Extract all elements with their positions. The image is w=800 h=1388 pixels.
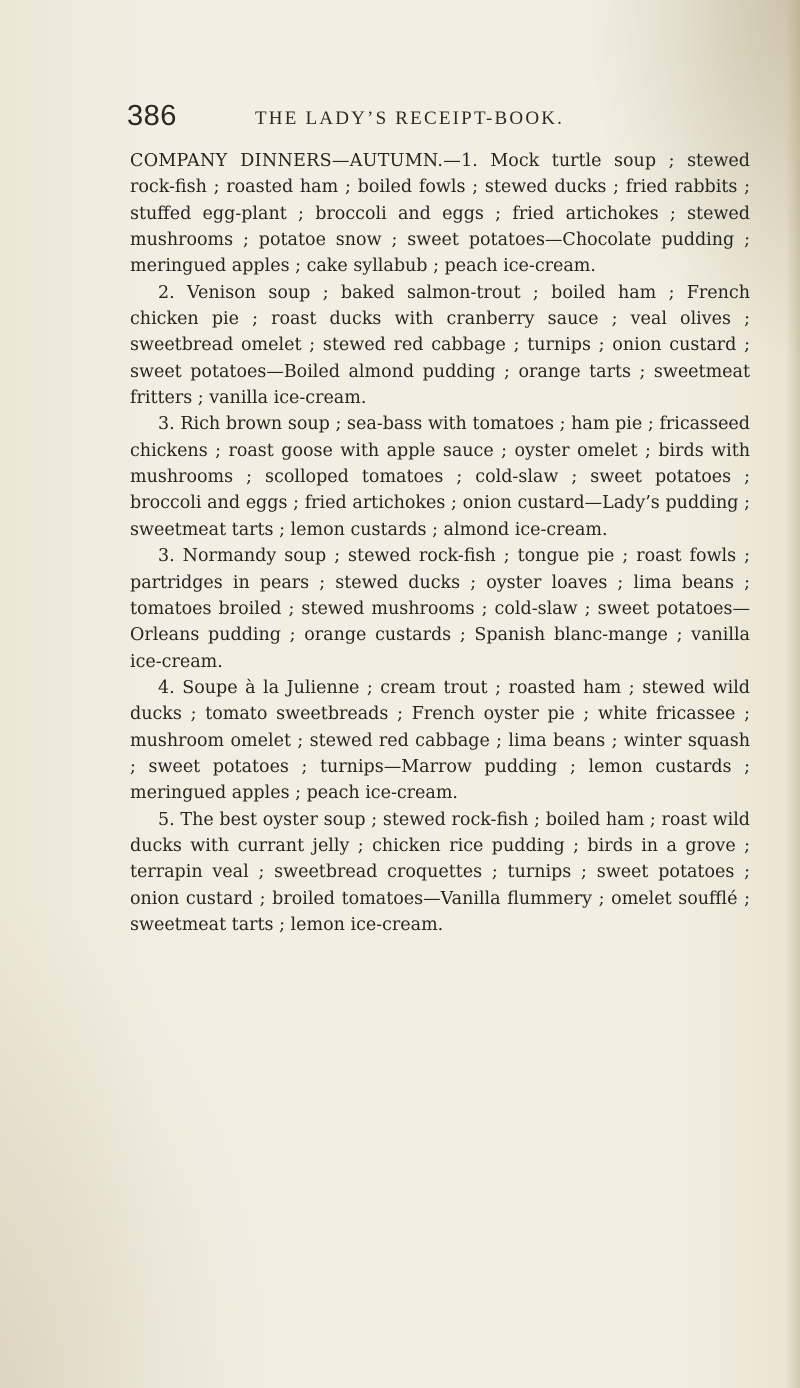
menu-paragraph-4: 3. Normandy soup ; stewed rock-fish ; tongue pie ; roast fowls ; partridges in pears ; stewed ducks ; oyster loaves ; lima beans ; tomatoes broiled ; stewed mushrooms ; cold-slaw ; sweet potatoes—Orleans pudding ; orange custards ; Spanish blanc-mange ; vanilla ice-cream. <box>130 546 750 672</box>
running-title: THE LADY’S RECEIPT-BOOK. <box>255 108 565 129</box>
menu-text <box>130 148 750 938</box>
menu-text-1: 1. Mock turtle soup ; stewed rock-fish ; roasted ham ; boiled fowls ; stewed ducks ; fried rabbits ; stuffed egg-plant ; broccoli and eggs ; fried artichokes ; stewed mushrooms ; potatoe snow ; sweet potatoes—Chocolate pudding ; meringued apples ; cake syllabub ; peach ice-cream. <box>130 151 750 277</box>
page-number: 386 <box>127 100 177 132</box>
menu-paragraph-6: 5. The best oyster soup ; stewed rock-fish ; boiled ham ; roast wild ducks with currant jelly ; chicken rice pudding ; birds in a grove ; terrapin veal ; sweetbread croquettes ; turnips ; sweet potatoes ; onion custard ; broiled tomatoes—Vanilla flummery ; omelet soufflé ; sweetmeat tarts ; lemon ice-cream. <box>130 809 750 935</box>
page-header <box>127 100 747 140</box>
menu-paragraph-1 <box>130 148 750 280</box>
section-heading: COMPANY DINNERS—AUTUMN.— <box>130 151 462 171</box>
menu-paragraph-3: 3. Rich brown soup ; sea-bass with tomatoes ; ham pie ; fricasseed chickens ; roast goose with apple sauce ; oyster omelet ; birds with mushrooms ; scolloped tomatoes ; cold-slaw ; sweet potatoes ; broccoli and eggs ; fried artichokes ; onion custard—Lady’s pudding ; sweetmeat tarts ; lemon custards ; almond ice-cream. <box>130 414 750 540</box>
menu-paragraph-5: 4. Soupe à la Julienne ; cream trout ; roasted ham ; stewed wild ducks ; tomato sweetbreads ; French oyster pie ; white fricassee ; mushroom omelet ; stewed red cabbage ; lima beans ; winter squash ; sweet potatoes ; turnips—Marrow pudding ; lemon custards ; meringued apples ; peach ice-cream. <box>130 677 750 804</box>
menu-paragraph-2: 2. Venison soup ; baked salmon-trout ; boiled ham ; French chicken pie ; roast ducks with cranberry sauce ; veal olives ; sweetbread omelet ; stewed red cabbage ; turnips ; onion custard ; sweet potatoes—Boiled almond pudding ; orange tarts ; sweetmeat fritters ; vanilla ice-cream. <box>130 282 750 409</box>
page-edge-shadow <box>786 0 800 1388</box>
